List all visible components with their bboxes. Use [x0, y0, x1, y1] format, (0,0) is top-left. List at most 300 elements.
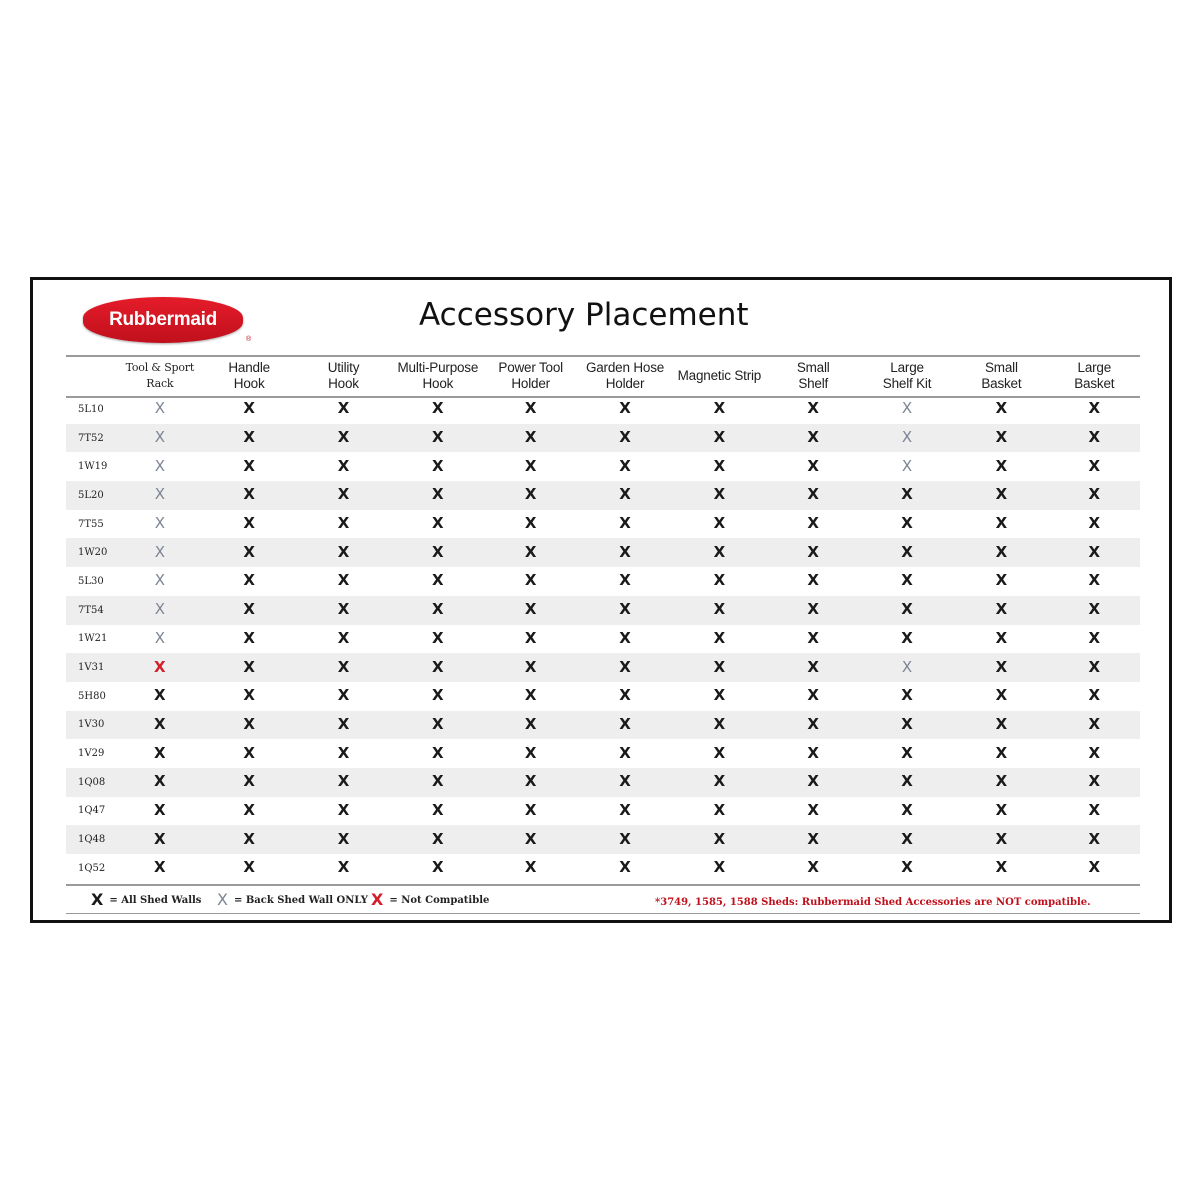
compatibility-cell: [1049, 596, 1140, 625]
column-header-label: Small Basket: [981, 360, 1022, 391]
x-mark-icon: X: [337, 858, 350, 877]
x-mark-icon: X: [713, 686, 726, 705]
x-mark-icon: X: [901, 600, 913, 619]
compatibility-cell: [672, 797, 766, 826]
compatibility-cell: [672, 825, 766, 854]
x-mark-icon: X: [995, 800, 1008, 819]
compatibility-cell: [954, 424, 1048, 453]
compatibility-cell: [392, 424, 483, 453]
x-mark-icon: X: [524, 858, 537, 877]
compatibility-cell: [203, 625, 294, 654]
x-mark-icon: X: [432, 571, 444, 590]
shed-model-cell: 5L20: [66, 481, 116, 510]
shed-model-cell: 1W21: [78, 633, 108, 645]
compatibility-cell: [484, 653, 578, 682]
x-mark-icon: X: [243, 600, 255, 619]
x-mark-icon: X: [807, 858, 819, 877]
shed-model-cell: 1Q52: [78, 862, 106, 874]
compatibility-cell: [295, 538, 392, 567]
x-mark-icon: X: [619, 485, 631, 504]
compatibility-cell: [1049, 768, 1140, 797]
table-row: [66, 711, 1140, 740]
rubbermaid-logo: [83, 297, 243, 343]
column-header: [767, 357, 860, 395]
table-row: [66, 538, 1140, 567]
x-mark-icon: X: [1088, 456, 1101, 475]
compatibility-cell: [116, 739, 203, 768]
x-mark-icon: X: [432, 657, 444, 676]
compatibility-cell: [116, 596, 203, 625]
shed-model-cell: 5L10: [78, 403, 104, 415]
x-mark-icon: X: [995, 686, 1008, 705]
x-mark-icon: X: [619, 858, 631, 877]
compatibility-cell: [860, 739, 954, 768]
table-row: [66, 768, 1140, 797]
x-mark-icon: X: [901, 456, 913, 475]
compatibility-cell: [672, 711, 766, 740]
x-mark-icon: X: [995, 600, 1008, 619]
table-row: [66, 797, 1140, 826]
compatibility-cell: [203, 711, 294, 740]
x-mark-icon: X: [337, 571, 350, 590]
x-mark-icon: X: [1088, 743, 1101, 762]
compatibility-cell: [578, 538, 672, 567]
compatibility-cell: [767, 797, 860, 826]
compatibility-cell: [1049, 395, 1140, 424]
compatibility-cell: [203, 739, 294, 768]
x-mark-icon: X: [154, 714, 166, 733]
x-mark-icon: X: [713, 657, 726, 676]
compatibility-cell: [392, 797, 483, 826]
compatibility-cell: [116, 797, 203, 826]
x-mark-icon: X: [995, 514, 1008, 533]
compatibility-cell: [860, 797, 954, 826]
shed-model-cell: 1V29: [78, 748, 105, 760]
compatibility-cell: [954, 481, 1048, 510]
compatibility-cell: [578, 596, 672, 625]
x-mark-icon: X: [154, 628, 165, 647]
shed-model-cell: 5L30: [78, 575, 104, 587]
column-header-label: Large Shelf Kit: [882, 360, 932, 391]
compatibility-cell: [116, 424, 203, 453]
compatibility-cell: [1049, 538, 1140, 567]
compatibility-cell: [860, 481, 954, 510]
x-mark-icon: X: [154, 743, 166, 762]
compatibility-cell: [295, 711, 392, 740]
column-header-label: Utility Hook: [327, 360, 360, 391]
x-mark-icon: X: [524, 686, 537, 705]
x-mark-icon: X: [713, 858, 726, 877]
compatibility-cell: [116, 567, 203, 596]
compatibility-cell: [484, 797, 578, 826]
x-mark-icon: X: [1088, 428, 1101, 447]
compatibility-cell: [860, 854, 954, 883]
x-mark-icon: X: [995, 542, 1008, 561]
x-mark-icon: X: [713, 772, 726, 791]
x-mark-icon: X: [901, 800, 913, 819]
column-header: [484, 357, 578, 395]
x-mark-icon: X: [243, 571, 255, 590]
compatibility-cell: [203, 653, 294, 682]
x-mark-icon: X: [807, 743, 819, 762]
compatibility-cell: [392, 854, 483, 883]
compatibility-cell: [116, 510, 203, 539]
compatibility-cell: [672, 567, 766, 596]
compatibility-cell: [1049, 625, 1140, 654]
x-mark-icon: X: [432, 829, 444, 848]
x-mark-icon: X: [995, 428, 1008, 447]
x-mark-icon: X: [1088, 714, 1101, 733]
compatibility-cell: [672, 538, 766, 567]
compatibility-cell: [392, 510, 483, 539]
compatibility-cell: [295, 596, 392, 625]
compatibility-cell: [484, 711, 578, 740]
compatibility-cell: [203, 424, 294, 453]
x-mark-icon: X: [901, 829, 913, 848]
compatibility-cell: [578, 739, 672, 768]
shed-model-cell: 7T52: [66, 424, 116, 453]
compatibility-cell: [672, 625, 766, 654]
shed-model-cell: 1W20: [66, 538, 116, 567]
x-mark-icon: X: [524, 829, 537, 848]
x-mark-icon: X: [807, 571, 819, 590]
legend-label: = Not Compatible: [389, 894, 490, 906]
compatibility-cell: [672, 452, 766, 481]
x-mark-icon: X: [713, 600, 726, 619]
compatibility-cell: [392, 653, 483, 682]
x-mark-icon: X: [807, 456, 819, 475]
x-mark-icon: X: [619, 628, 631, 647]
compatibility-cell: [116, 452, 203, 481]
x-mark-icon: X: [807, 714, 819, 733]
x-mark-icon: X: [995, 858, 1008, 877]
x-mark-icon: X: [619, 428, 631, 447]
x-mark-icon: X: [619, 772, 631, 791]
compatibility-cell: [672, 768, 766, 797]
column-header-label: Power Tool Holder: [498, 360, 563, 391]
x-mark-icon: X: [337, 743, 350, 762]
x-mark-icon: X: [243, 858, 255, 877]
x-mark-icon: X: [1088, 600, 1101, 619]
x-mark-icon: X: [1088, 800, 1101, 819]
x-mark-icon: X: [1088, 686, 1101, 705]
compatibility-cell: [392, 567, 483, 596]
compatibility-cell: [295, 854, 392, 883]
x-mark-icon: X: [432, 743, 444, 762]
compatibility-cell: [392, 596, 483, 625]
table-row: [66, 567, 1140, 596]
compatibility-cell: [767, 682, 860, 711]
compatibility-cell: [1049, 797, 1140, 826]
x-mark-icon: X: [243, 686, 255, 705]
x-mark-icon: X: [619, 514, 631, 533]
compatibility-cell: [767, 653, 860, 682]
x-mark-icon: X: [432, 628, 444, 647]
legend-back-wall: [217, 892, 368, 908]
compatibility-cell: [484, 625, 578, 654]
compatibility-cell: [203, 825, 294, 854]
table-row: [66, 424, 1140, 453]
x-mark-icon: X: [243, 800, 255, 819]
x-mark-icon: X: [995, 829, 1008, 848]
table-row: [66, 481, 1140, 510]
compatibility-cell: [954, 510, 1048, 539]
compatibility-cell: [116, 625, 203, 654]
x-mark-icon: X: [619, 686, 631, 705]
compatibility-cell: [295, 424, 392, 453]
x-mark-icon: X: [524, 657, 537, 676]
legend-all-walls: [91, 892, 201, 908]
compatibility-cell: [392, 682, 483, 711]
page-title: Accessory Placement: [419, 297, 749, 333]
compatibility-cell: [767, 452, 860, 481]
compatibility-cell: [578, 797, 672, 826]
compatibility-cell: [116, 711, 203, 740]
compatibility-cell: [116, 653, 203, 682]
compatibility-cell: [392, 481, 483, 510]
compatibility-cell: [954, 653, 1048, 682]
shed-model-cell: 1V31: [66, 653, 116, 682]
column-header-label: Small Shelf: [796, 360, 830, 391]
compatibility-cell: [116, 395, 203, 424]
compatibility-cell: [767, 395, 860, 424]
column-header: [392, 357, 483, 395]
compatibility-cell: [767, 739, 860, 768]
column-header: [203, 357, 294, 395]
x-mark-icon: X: [807, 428, 819, 447]
x-mark-icon: X: [243, 628, 255, 647]
x-mark-icon: X: [243, 542, 255, 561]
legend-bottom-rule: [66, 913, 1140, 914]
x-mark-icon: X: [901, 714, 913, 733]
compatibility-cell: [116, 538, 203, 567]
compatibility-cell: [295, 625, 392, 654]
compatibility-cell: [1049, 452, 1140, 481]
compatibility-cell: [392, 768, 483, 797]
compatibility-cell: [954, 768, 1048, 797]
x-mark-icon: X: [1088, 542, 1101, 561]
compatibility-cell: [392, 452, 483, 481]
x-mark-icon: X: [901, 514, 913, 533]
x-mark-icon: X: [995, 485, 1008, 504]
x-mark-icon: X: [154, 485, 165, 504]
compatibility-cell: [484, 452, 578, 481]
x-mark-icon: X: [807, 542, 819, 561]
compatibility-cell: [392, 825, 483, 854]
x-mark-icon: X: [524, 800, 537, 819]
x-mark-icon: X: [901, 542, 913, 561]
x-mark-icon: X: [713, 428, 726, 447]
x-mark-icon: X: [432, 686, 444, 705]
table-row: [66, 825, 1140, 854]
shed-model-cell: 7T54: [66, 596, 116, 625]
x-mark-icon: X: [432, 600, 444, 619]
x-mark-icon: X: [243, 428, 255, 447]
compatibility-cell: [860, 825, 954, 854]
x-mark-icon: X: [807, 829, 819, 848]
x-mark-icon: X: [154, 600, 165, 619]
x-mark-icon: X: [91, 890, 104, 909]
table-row: [66, 452, 1140, 481]
x-mark-icon: X: [807, 399, 819, 418]
column-header-label: Multi-Purpose Hook: [397, 360, 479, 391]
compatibility-cell: [392, 538, 483, 567]
x-mark-icon: X: [1088, 571, 1101, 590]
compatibility-cell: [672, 481, 766, 510]
x-mark-icon: X: [807, 600, 819, 619]
x-mark-icon: X: [337, 485, 350, 504]
x-mark-icon: X: [807, 628, 819, 647]
compatibility-cell: [767, 854, 860, 883]
compatibility-cell: [295, 797, 392, 826]
shed-model-cell: 5H80: [78, 690, 106, 702]
column-header-model: [66, 357, 116, 395]
x-mark-icon: X: [1088, 829, 1101, 848]
x-mark-icon: X: [901, 399, 913, 418]
compatibility-cell: [860, 395, 954, 424]
compatibility-cell: [116, 481, 203, 510]
x-mark-icon: X: [154, 858, 166, 877]
compatibility-cell: [578, 510, 672, 539]
x-mark-icon: X: [524, 542, 537, 561]
x-mark-icon: X: [337, 686, 350, 705]
compatibility-cell: [1049, 825, 1140, 854]
compatibility-cell: [578, 481, 672, 510]
x-mark-icon: X: [995, 571, 1008, 590]
x-mark-icon: X: [713, 571, 726, 590]
x-mark-icon: X: [901, 743, 913, 762]
column-header: [1049, 357, 1140, 395]
x-mark-icon: X: [524, 772, 537, 791]
x-mark-icon: X: [1088, 485, 1101, 504]
x-mark-icon: X: [337, 800, 350, 819]
compatibility-cell: [954, 739, 1048, 768]
x-mark-icon: X: [901, 657, 913, 676]
x-mark-icon: X: [995, 743, 1008, 762]
x-mark-icon: X: [432, 456, 444, 475]
x-mark-icon: X: [432, 800, 444, 819]
x-mark-icon: X: [901, 858, 913, 877]
shed-model-cell: 7T55: [78, 518, 104, 530]
compatibility-cell: [860, 452, 954, 481]
x-mark-icon: X: [337, 714, 350, 733]
x-mark-icon: X: [243, 485, 255, 504]
compatibility-cell: [954, 682, 1048, 711]
x-mark-icon: X: [337, 456, 350, 475]
x-mark-icon: X: [619, 571, 631, 590]
x-mark-icon: X: [1088, 772, 1101, 791]
compatibility-table: [66, 357, 1140, 883]
compatibility-cell: [1049, 854, 1140, 883]
compatibility-cell: [484, 682, 578, 711]
compatibility-cell: [578, 711, 672, 740]
compatibility-cell: [1049, 711, 1140, 740]
compatibility-cell: [1049, 424, 1140, 453]
x-mark-icon: X: [243, 743, 255, 762]
x-mark-icon: X: [713, 456, 726, 475]
compatibility-cell: [954, 395, 1048, 424]
registered-mark: ®: [246, 336, 252, 343]
compatibility-cell: [295, 768, 392, 797]
legend-label: = Back Shed Wall ONLY: [233, 894, 368, 906]
compatibility-cell: [860, 424, 954, 453]
compatibility-cell: [1049, 481, 1140, 510]
x-mark-icon: X: [243, 829, 255, 848]
compatibility-cell: [203, 452, 294, 481]
x-mark-icon: X: [995, 714, 1008, 733]
compatibility-cell: [484, 739, 578, 768]
x-mark-icon: X: [337, 657, 350, 676]
compatibility-cell: [484, 510, 578, 539]
compatibility-cell: [116, 768, 203, 797]
x-mark-icon: X: [432, 542, 444, 561]
compatibility-cell: [203, 596, 294, 625]
column-header: [672, 357, 766, 395]
table-row: [66, 395, 1140, 424]
compatibility-cell: [484, 768, 578, 797]
x-mark-icon: X: [154, 657, 166, 676]
x-mark-icon: X: [807, 514, 819, 533]
table-row: [66, 854, 1140, 883]
x-mark-icon: X: [337, 829, 350, 848]
compatibility-cell: [860, 625, 954, 654]
compatibility-cell: [484, 596, 578, 625]
x-mark-icon: X: [619, 829, 631, 848]
x-mark-icon: X: [807, 686, 819, 705]
compatibility-cell: [295, 510, 392, 539]
compatibility-cell: [295, 452, 392, 481]
compatibility-cell: [484, 395, 578, 424]
x-mark-icon: X: [432, 772, 444, 791]
compatibility-cell: [578, 854, 672, 883]
x-mark-icon: X: [807, 485, 819, 504]
x-mark-icon: X: [524, 456, 537, 475]
compatibility-cell: [767, 625, 860, 654]
compatibility-cell: [203, 481, 294, 510]
x-mark-icon: X: [337, 399, 350, 418]
compatibility-cell: [767, 538, 860, 567]
x-mark-icon: X: [432, 428, 444, 447]
x-mark-icon: X: [1088, 858, 1101, 877]
shed-model-cell: 1Q47: [78, 805, 106, 817]
compatibility-cell: [203, 797, 294, 826]
table-row: [66, 510, 1140, 539]
x-mark-icon: X: [432, 485, 444, 504]
compatibility-cell: [295, 395, 392, 424]
x-mark-icon: X: [337, 628, 350, 647]
compatibility-cell: [203, 395, 294, 424]
shed-model-cell: 1Q48: [66, 825, 116, 854]
column-header: [295, 357, 392, 395]
x-mark-icon: X: [217, 890, 228, 909]
compatibility-cell: [860, 596, 954, 625]
x-mark-icon: X: [619, 657, 631, 676]
compatibility-cell: [954, 596, 1048, 625]
x-mark-icon: X: [901, 628, 913, 647]
x-mark-icon: X: [995, 456, 1008, 475]
compatibility-cell: [484, 481, 578, 510]
x-mark-icon: X: [619, 600, 631, 619]
x-mark-icon: X: [619, 743, 631, 762]
legend-not-compatible: [371, 892, 489, 908]
column-header-label: Magnetic Strip: [677, 368, 762, 383]
x-mark-icon: X: [154, 514, 165, 533]
compatibility-cell: [578, 682, 672, 711]
compatibility-cell: [392, 739, 483, 768]
x-mark-icon: X: [713, 743, 726, 762]
column-header-label: Handle Hook: [228, 360, 270, 391]
compatibility-cell: [672, 653, 766, 682]
